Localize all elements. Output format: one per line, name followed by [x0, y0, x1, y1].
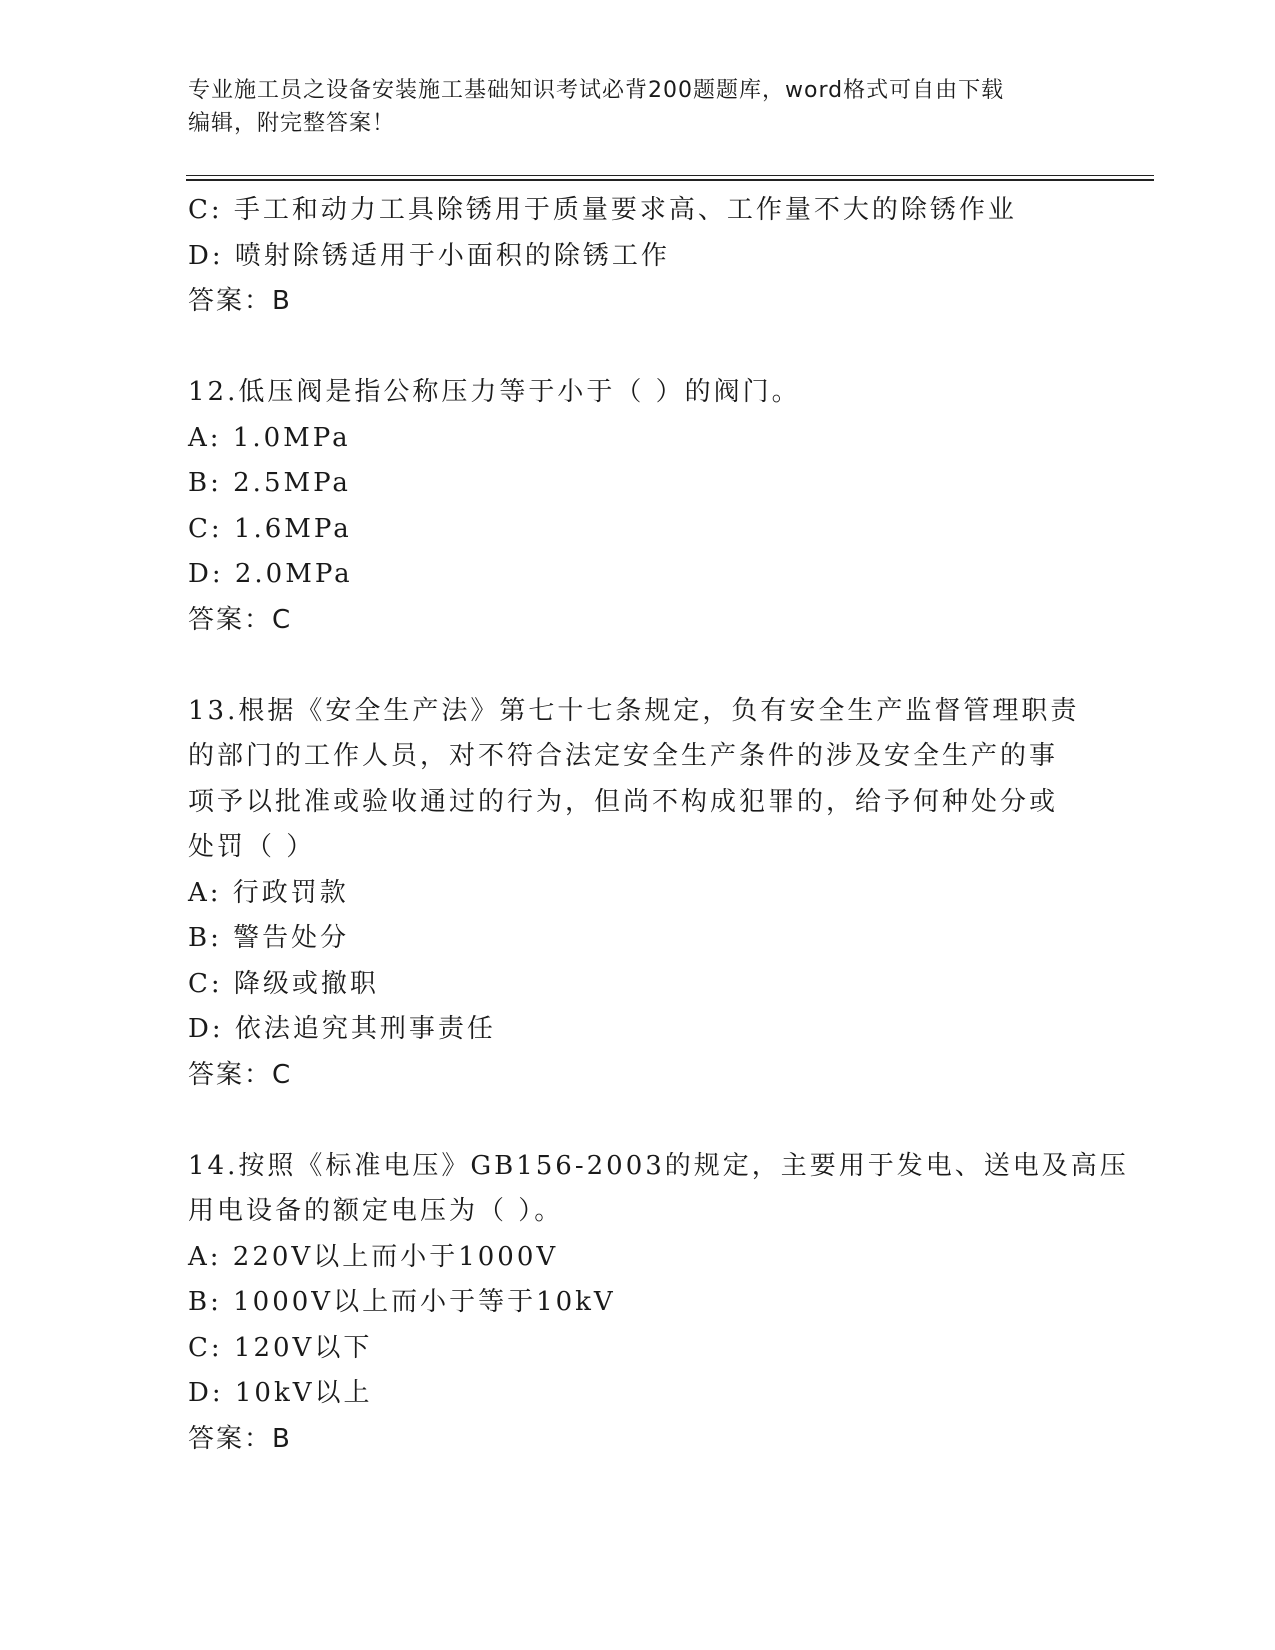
document-header [188, 74, 1088, 140]
question-content [188, 188, 1129, 1462]
answer: 答案：B [188, 1423, 292, 1454]
question-text-line: 13.根据《安全生产法》第七十七条规定，负有安全生产监督管理职责 [188, 695, 1080, 726]
option-a: A: 220V以上而小于1000V [188, 1241, 559, 1272]
option-d: D: 2.0MPa [188, 559, 353, 589]
question-block [188, 370, 1088, 643]
option-c: C: 1.6MPa [188, 513, 352, 544]
header-line-2: 编辑，附完整答案！ [188, 111, 396, 136]
spacer [188, 325, 1088, 371]
spacer [188, 643, 1088, 689]
option-b: B: 2.5MPa [188, 468, 351, 498]
option-c: C: 120V以下 [188, 1332, 373, 1363]
answer: 答案：C [188, 604, 293, 635]
option-b: B: 1000V以上而小于等于10kV [188, 1287, 616, 1317]
prev-option-d: D: 喷射除锈适用于小面积的除锈工作 [188, 240, 670, 271]
option-b: B: 警告处分 [188, 923, 350, 953]
question-text-line: 处罚（ ） [188, 832, 316, 862]
question-text: 12.低压阀是指公称压力等于小于（ ）的阀门。 [188, 377, 801, 407]
question-block [188, 1144, 1129, 1463]
prev-option-c: C: 手工和动力工具除锈用于质量要求高、工作量不大的除锈作业 [188, 195, 1017, 225]
header-line-1: 专业施工员之设备安装施工基础知识考试必背200题题库，word格式可自由下载 [188, 78, 1005, 103]
question-text-line: 14.按照《标准电压》GB156-2003的规定，主要用于发电、送电及高压 [188, 1150, 1129, 1181]
option-a: A: 行政罚款 [188, 877, 349, 908]
option-d: D: 依法追究其刑事责任 [188, 1014, 496, 1044]
option-c: C: 降级或撤职 [188, 968, 379, 999]
header-rule-thick [186, 179, 1154, 181]
option-d: D: 10kV以上 [188, 1378, 373, 1408]
header-rule-thin [186, 175, 1154, 176]
prev-answer: 答案：B [188, 286, 292, 316]
question-block [188, 689, 1088, 1099]
spacer [188, 1098, 1088, 1144]
answer: 答案：C [188, 1059, 293, 1090]
option-a: A: 1.0MPa [188, 422, 351, 453]
question-text-line: 项予以批准或验收通过的行为，但尚不构成犯罪的，给予何种处分或 [188, 786, 1059, 817]
question-text-line: 的部门的工作人员，对不符合法定安全生产条件的涉及安全生产的事 [188, 741, 1059, 771]
question-text-line: 用电设备的额定电压为（ ）。 [188, 1196, 564, 1226]
